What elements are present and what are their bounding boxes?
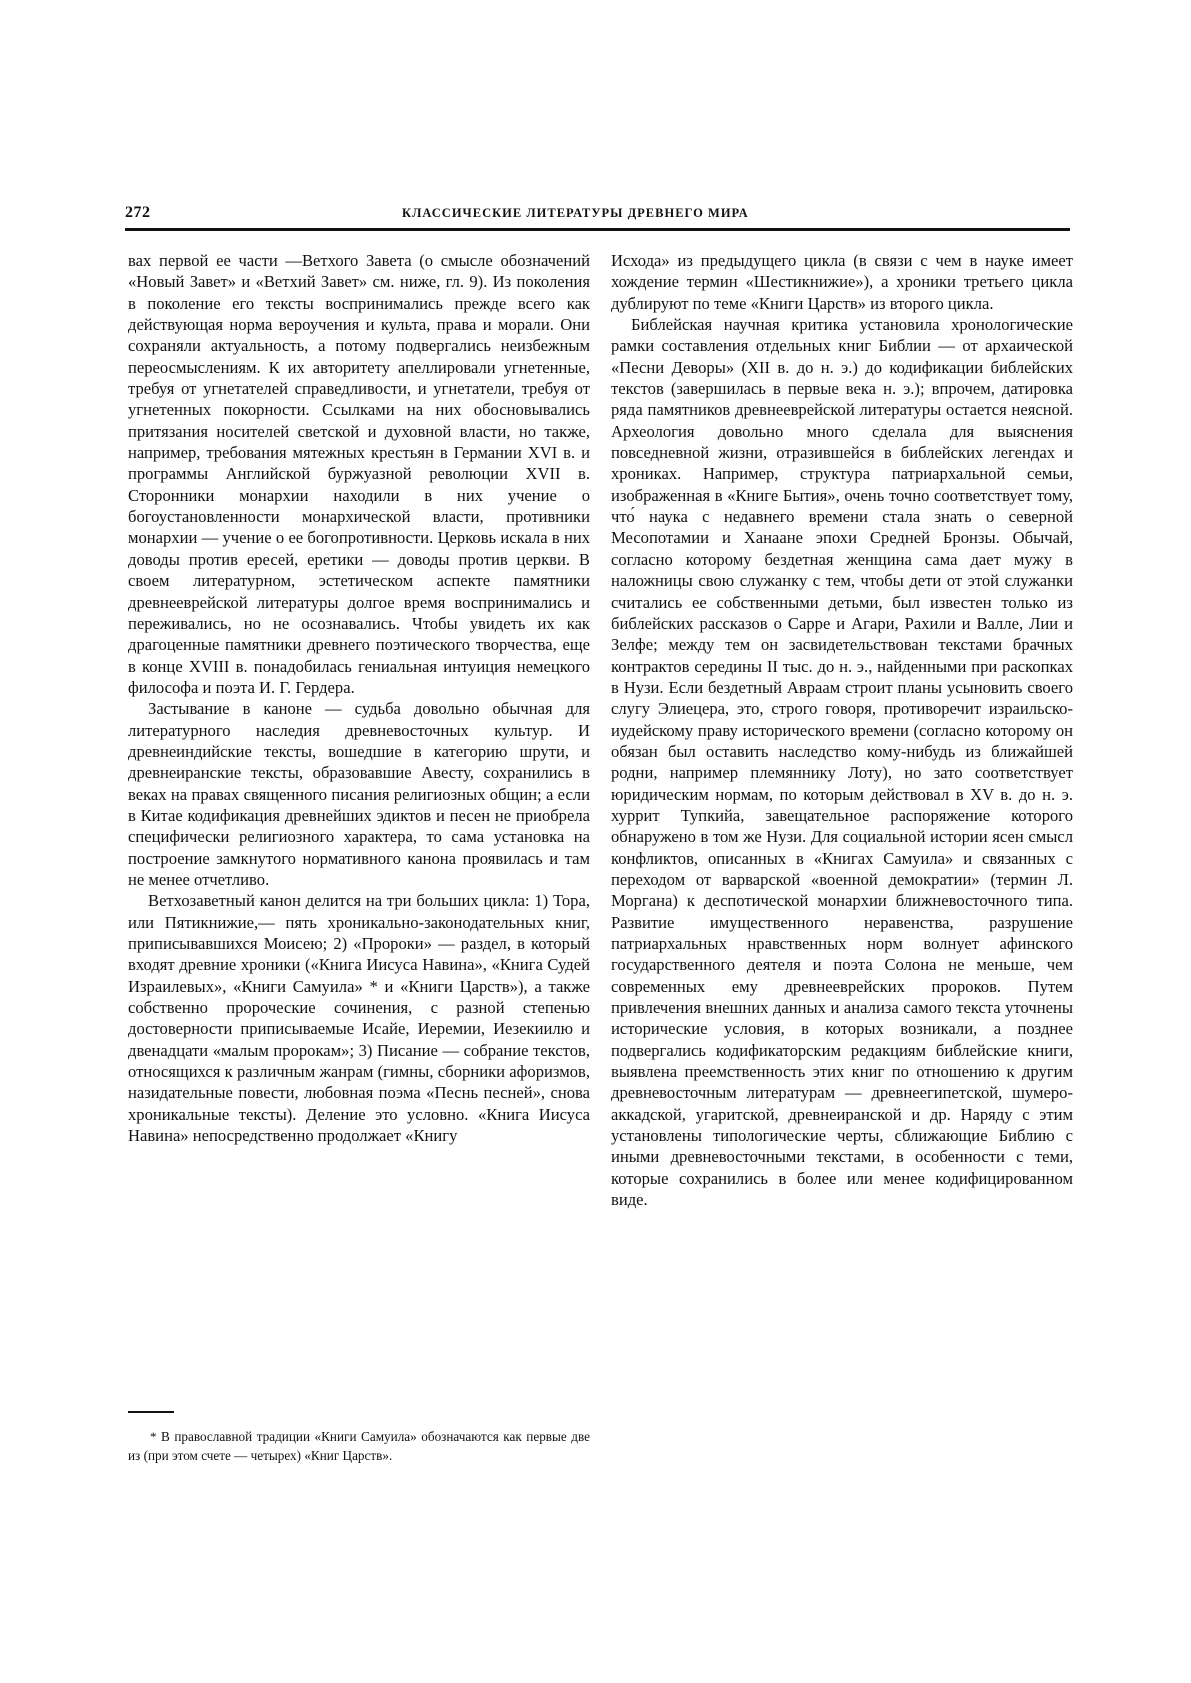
right-column xyxy=(611,250,1073,1210)
paragraph-canon: Застывание в каноне — судьба довольно обычная для литературного наследия древневосточных культур. И древнеиндийские тексты, вошедшие в категорию шрути, и древнеиранские тексты, образовавшие Авесту, сохранились в веках на правах священного писания религиозных общин; а если в Китае кодификация древнейших эдиктов и песен не приобрела специфически религиозного характера, то сама установка на построение замкнутого нормативного канона проявилась и там не менее отчетливо. xyxy=(128,699,590,889)
footnote-mark: * xyxy=(150,1429,157,1444)
paragraph-old-testament-canon xyxy=(128,890,590,1146)
paragraph-text-before-mark: Ветхозаветный канон делится на три больших цикла: 1) Тора, или Пятикнижие,— пять хроникально-законодательных книг, приписывавшихся Моисею; 2) «Пророки» — раздел, в который входят древние хроники («Книга Иисуса Навина», «Книга Судей Израилевых», «Книги Самуила» xyxy=(128,891,590,996)
paragraph-biblical-criticism: Библейская научная критика установила хронологические рамки составления отдельных книг Библии — от архаической «Песни Деворы» (XII в. до н. э.) до кодификации библейских текстов (завершилась в первые века н. э.); впрочем, датировка ряда памятников древнееврейской литературы остается неясной. Археология довольно много сделала для выяснения повседневной жизни, отразившейся в библейских легендах и хрониках. Например, структура патриархальной семьи, изображенная в «Книге Бытия», очень точно соответствует тому, что́ наука с недавнего времени стала знать о северной Месопотамии и Ханаане эпохи Средней Бронзы. Обычай, согласно которому бездетная женщина сама дает мужу в наложницы свою служанку с тем, чтобы дети от этой служанки считались ее собственными детьми, был известен только из библейских рассказов о Сарре и Агари, Рахили и Валле, Лии и Зелфе; между тем он засвидетельствован текстами брачных контрактов середины II тыс. до н. э., найденными при раскопках в Нузи. Если бездетный Авраам строит планы усыновить своего слугу Элиецера, это, строго говоря, противоречит израильско-иудейскому праву исторического времени (согласно которому он обязан был оставить наследство кому-нибудь из ближайшей родни, например племяннику Лоту), но зато соответствует юридическим нормам, по которым действовал в XV в. до н. э. хуррит Тупкийа, завещательное распоряжение которого обнаружено в том же Нузи. Для социальной истории ясен смысл конфликтов, описанных в «Книгах Самуила» и связанных с переходом от варварской «военной демократии» (термин Л. Моргана) к деспотической монархии ближневосточного типа. Развитие имущественного неравенства, разрушение патриархальных нравственных норм волнует афинского государственного деятеля и поэта Солона не меньше, чем современных ему древнееврейских пророков. Путем привлечения внешних данных и анализа самого текста уточнены исторические условия, в которых возникали, а позднее подвергались кодификаторским редакциям библейские книги, выявлена преемственность этих книг по отношению к другим древневосточным литературам — древнеегипетской, шумеро-аккадской, угаритской, древнеиранской и др. Наряду с этим установлены типологические черты, сближающие Библию с иными древневосточными текстами, в особенности с теми, которые сохранились в более или менее кодифицированном виде. xyxy=(611,315,1073,1210)
footnote-rule xyxy=(128,1411,174,1413)
page-number: 272 xyxy=(125,204,151,221)
header-rule xyxy=(125,228,1070,231)
paragraph-exodus-continued: Исхода» из предыдущего цикла (в связи с чем в науке имеет хождение термин «Шестикнижие»), а хроники третьего цикла дублируют по теме «Книги Царств» из второго цикла. xyxy=(611,251,1073,313)
paragraph-text-after-mark: и «Книги Царств»), а также собственно пророческие сочинения, с разной степенью достоверности приписываемые Исайе, Иеремии, Иезекиилю и двенадцати «малым пророкам»; 3) Писание — собрание текстов, относящихся к различным жанрам (гимны, сборники афоризмов, назидательные повести, любовная поэма «Песнь песней», снова хроникальные тексты). Деление это условно. «Книга Иисуса Навина» непосредственно продолжает «Книгу xyxy=(128,976,590,1146)
running-title: КЛАССИЧЕСКИЕ ЛИТЕРАТУРЫ ДРЕВНЕГО МИРА xyxy=(402,206,749,220)
footnote-text: В православной традиции «Книги Самуила» обозначаются как первые две из (при этом счете — четырех) «Книг Царств». xyxy=(128,1429,590,1463)
footnote-reference[interactable]: * xyxy=(362,976,378,996)
paragraph-continued: вах первой ее части —Ветхого Завета (о смысле обозначений «Новый Завет» и «Ветхий Завет» см. ниже, гл. 9). Из поколения в поколение его тексты воспринимались прежде всего как действующая норма вероучения и культа, права и морали. Они сохраняли актуальность, а потому подвергались неизбежным переосмыслениям. К их авторитету апеллировали угнетенные, требуя от угнетателей справедливости, и угнетатели, требуя от угнетенных покорности. Ссылками на них обосновывались притязания носителей светской и духовной власти, но также, например, требования мятежных крестьян в Германии XVI в. и программы Английской буржуазной революции XVII в. Сторонники монархии находили в них учение о богоустановленности монархической власти, противники монархии — учение о ее богопротивности. Церковь искала в них доводы против ересей, еретики — доводы против церкви. В своем литературном, эстетическом аспекте памятники древнееврейской литературы долгое время воспринимались и переживались, но не осознавались. Чтобы увидеть их как драгоценные памятники древнего поэтического творчества, еще в конце XVIII в. понадобилась гениальная интуиция немецкого философа и поэта И. Г. Гердера. xyxy=(128,251,590,697)
footnote xyxy=(128,1428,590,1465)
running-header xyxy=(125,204,1069,228)
left-column xyxy=(128,250,590,1146)
